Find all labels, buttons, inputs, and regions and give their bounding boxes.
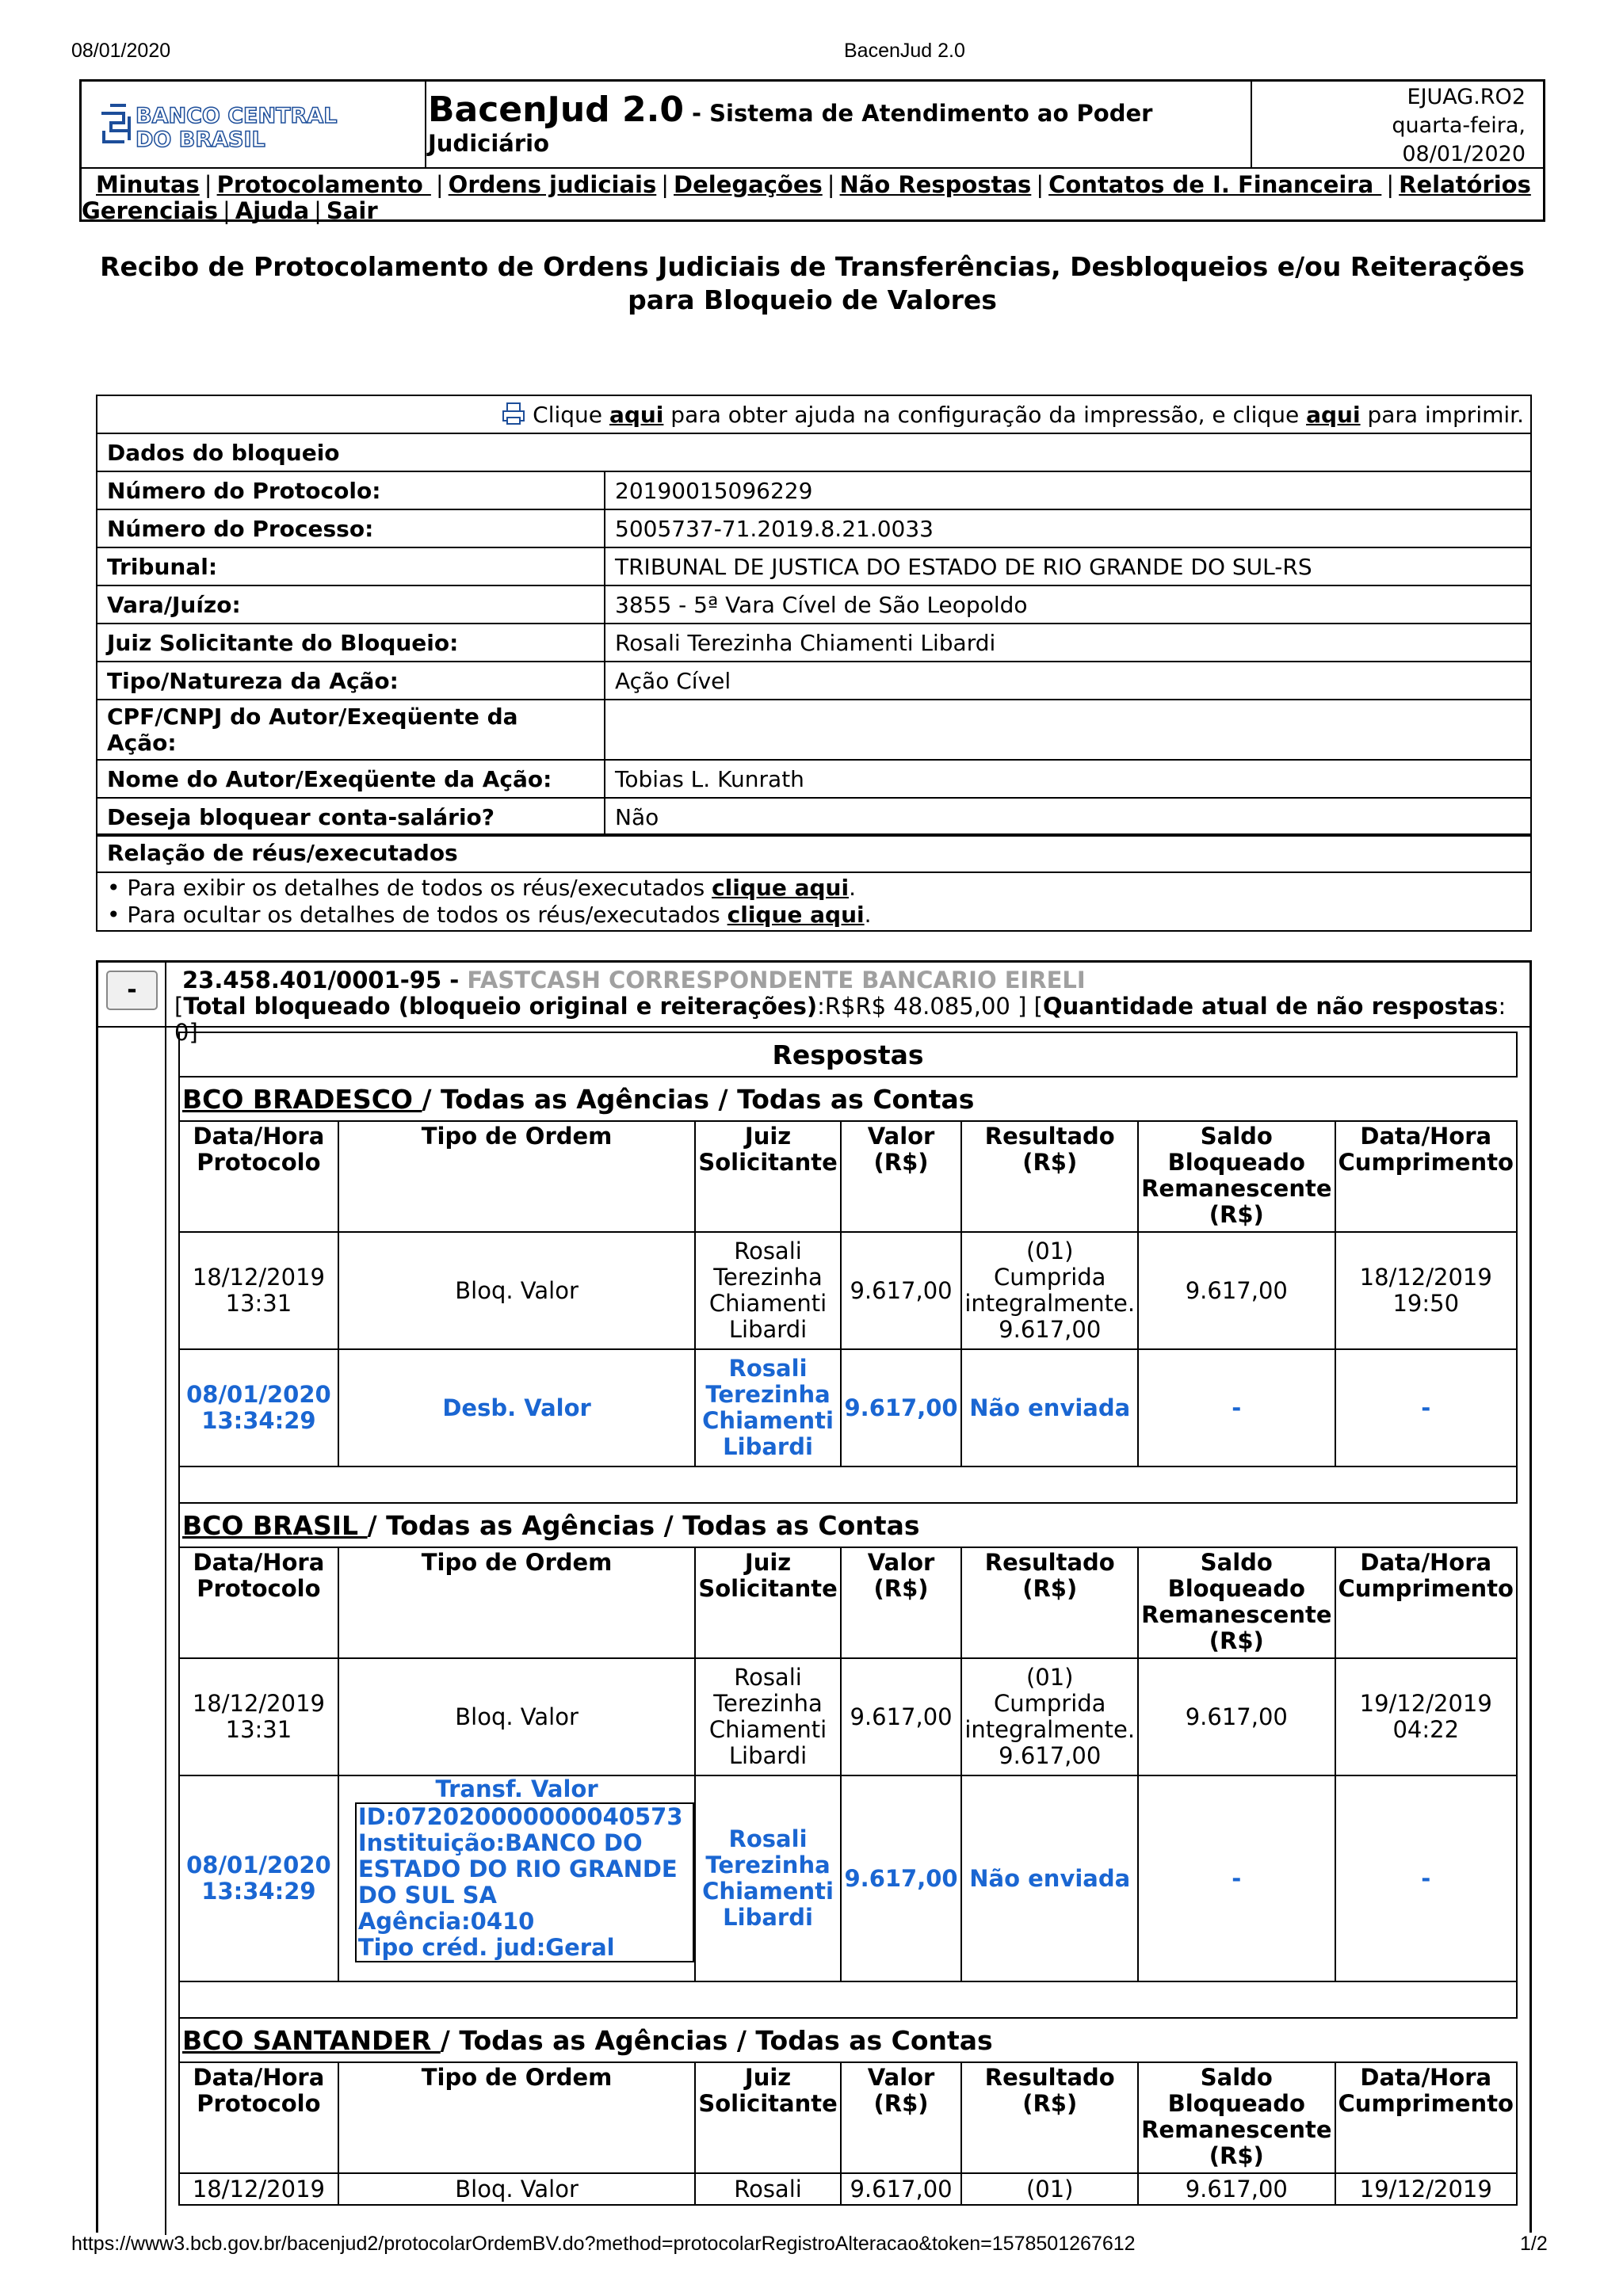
done-time: 19:50 [1392,1290,1460,1317]
table-row [97,798,1531,836]
block-section-title: Dados do bloqueio [97,433,1531,471]
app-subtitle-2: Judiciário [428,130,550,157]
col-header: Data/Hora Cumprimento [1335,1547,1518,1658]
balance: - [1138,1349,1335,1466]
defendant-name: FASTCASH CORRESPONDENTE BANCARIO EIRELI [467,967,1086,994]
judge: Rosali Terezinha Chiamenti Libardi [695,1349,840,1466]
field-value: 20190015096229 [605,471,1531,509]
table-row [179,1775,1517,1981]
col-header: Data/Hora Protocolo [179,1547,338,1658]
field-value: Não [605,798,1531,836]
protocol-date: 18/12/2019 [179,2173,338,2205]
table-row [179,1232,1517,1349]
table-row [97,624,1531,662]
col-header: Resultado (R$) [961,2062,1138,2173]
col-header: Data/Hora Cumprimento [1335,2062,1518,2173]
help-text-3: para imprimir. [1360,401,1524,428]
page-number: 1/2 [1520,2233,1548,2255]
order-value: 9.617,00 [841,1658,962,1775]
spacer [179,1981,1517,2018]
show-details-link[interactable]: clique aqui [712,875,850,901]
page-title [79,250,1545,317]
app-header [79,79,1545,222]
field-value: Ação Cível [605,662,1531,700]
bank-header [179,1077,1517,1121]
result: (01) Cumprida integralmente. 9.617,00 [961,1232,1138,1349]
field-label: Número do Processo: [97,509,605,547]
col-header: Saldo Bloqueado Remanescente (R$) [1138,1547,1335,1658]
field-label: Nome do Autor/Exeqüente da Ação: [97,760,605,798]
done-date: - [1335,1349,1518,1466]
field-value [605,700,1531,760]
weekday: quarta-feira, [1392,113,1526,138]
order-value: 9.617,00 [841,1775,962,1981]
result: Não enviada [961,1349,1138,1466]
col-header: Data/Hora Protocolo [179,2062,338,2173]
order-value: 9.617,00 [841,1232,962,1349]
bank-header [179,1503,1517,1547]
field-value: Rosali Terezinha Chiamenti Libardi [605,624,1531,662]
nav-protocolamento[interactable]: Protocolamento [216,171,431,198]
judge: Rosali [695,2173,840,2205]
page-title-line2: para Bloqueio de Valores [628,284,997,315]
col-header: Tipo de Ordem [338,1547,696,1658]
field-label: Tribunal: [97,547,605,585]
transfer-details: ID:072020000000040573 Instituição:BANCO DO ESTADO DO RIO GRANDE DO SUL SA Agência:0410 Tipo créd. jud:Geral [355,1802,695,1962]
nav-relatorios[interactable]: Relatórios [1399,171,1531,198]
defendant-header: 23.458.401/0001-95 - FASTCASH CORRESPONDENTE BANCARIO EIRELI [Total bloqueado (bloqueio original e reiterações):R$R$ 48.085,00 ] [Quantidade atual de não respostas: 0] [174,967,1507,1046]
order-type: Desb. Valor [338,1349,696,1466]
done-date: - [1335,1775,1518,1981]
bank-header [179,2018,1517,2062]
col-header: Saldo Bloqueado Remanescente (R$) [1138,2062,1335,2173]
done-date: 18/12/2019 [1359,1264,1492,1291]
nav-delegacoes[interactable]: Delegações [674,171,823,198]
responses-table [178,1032,1518,2206]
logo-line1: BANCO CENTRAL [136,104,338,128]
done-time: 04:22 [1392,1716,1460,1743]
order-type: Bloq. Valor [338,1232,696,1349]
user-id: EJUAG.RO2 [1407,85,1526,109]
print-url: https://www3.bcb.gov.br/bacenjud2/protocolarOrdemBV.do?method=protocolarRegistroAlteracao&token=1578501267612 [71,2233,1136,2255]
bank-scope: / Todas as Agências / Todas as Contas [367,1509,920,1541]
bank-link-bradesco[interactable]: BCO BRADESCO [182,1083,422,1115]
table-row [97,662,1531,700]
pending-label: Quantidade atual de não respostas [1042,993,1499,1020]
col-header: Valor (R$) [841,2062,962,2173]
result: (01) Cumprida integralmente. 9.617,00 [961,1658,1138,1775]
print-help-row [97,395,1531,433]
nav-gerenciais[interactable]: Gerenciais [82,197,218,224]
protocol-time: 13:31 [225,1716,292,1743]
nav-ajuda[interactable]: Ajuda [235,197,310,224]
defendant-cnpj: 23.458.401/0001-95 - [182,967,468,994]
judge: Rosali Terezinha Chiamenti Libardi [695,1775,840,1981]
balance: 9.617,00 [1138,2173,1335,2205]
protocol-date: 08/01/2020 [186,1852,331,1878]
col-header: Juiz Solicitante [695,2062,840,2173]
protocol-date: 18/12/2019 [192,1264,325,1291]
total-value: :R$R$ 48.085,00 ] [ [817,993,1043,1020]
defendants-box [96,833,1532,932]
print-link[interactable]: aqui [1306,401,1361,428]
main-nav: Minutas | Protocolamento | Ordens judiciais | Delegações | Não Respostas | Contatos de I. Financeira | Relatórios Gerenciais | Ajuda | Sair [82,171,1531,224]
protocol-date: 18/12/2019 [192,1690,325,1717]
col-header: Tipo de Ordem [338,2062,696,2173]
nav-nao-respostas[interactable]: Não Respostas [839,171,1032,198]
app-title-block [426,82,1251,169]
order-value: 9.617,00 [841,2173,962,2205]
print-title: BacenJud 2.0 [844,40,965,62]
session-info [1251,82,1543,169]
hide-details-link[interactable]: clique aqui [727,902,865,928]
protocol-time: 13:31 [225,1290,292,1317]
col-header: Data/Hora Protocolo [179,1121,338,1232]
help-link[interactable]: aqui [609,401,664,428]
field-value: 5005737-71.2019.8.21.0033 [605,509,1531,547]
help-text-2: para obter ajuda na configuração da impressão, e clique [663,401,1307,428]
current-date: 08/01/2020 [1402,142,1526,166]
print-date: 08/01/2020 [71,40,171,62]
protocol-time: 13:34:29 [201,1878,316,1905]
field-label: Número do Protocolo: [97,471,605,509]
table-row [179,2173,1517,2205]
responses-title: Respostas [179,1032,1517,1077]
result: Não enviada [961,1775,1138,1981]
spacer [179,1466,1517,1503]
field-label: CPF/CNPJ do Autor/Exeqüente da Ação: [97,700,605,760]
table-row [97,509,1531,547]
app-subtitle: - Sistema de Atendimento ao Poder [683,100,1153,127]
collapse-button[interactable]: - [106,971,158,1010]
order-type: Bloq. Valor [338,1658,696,1775]
col-header: Juiz Solicitante [695,1547,840,1658]
pending-value: : 0] [174,993,1507,1046]
field-value: 3855 - 5ª Vara Cível de São Leopoldo [605,585,1531,624]
nav-contatos[interactable]: Contatos de I. Financeira [1048,171,1382,198]
table-row [97,760,1531,798]
bank-scope: / Todas as Agências / Todas as Contas [440,2024,993,2056]
order-value: 9.617,00 [841,1349,962,1466]
period: . [849,875,856,901]
bcb-logo-icon [82,82,426,167]
show-details-text: • Para exibir os detalhes de todos os réus/executados [107,875,712,901]
judge: Rosali Terezinha Chiamenti Libardi [695,1658,840,1775]
field-value: Tobias L. Kunrath [605,760,1531,798]
col-header: Valor (R$) [841,1547,962,1658]
protocol-date: 08/01/2020 [186,1381,331,1408]
order-type: Bloq. Valor [338,2173,696,2205]
bank-scope: / Todas as Agências / Todas as Contas [422,1083,975,1115]
col-header: Resultado (R$) [961,1121,1138,1232]
table-row [97,700,1531,760]
bank-link-santander[interactable]: BCO SANTANDER [182,2024,441,2056]
col-header: Saldo Bloqueado Remanescente (R$) [1138,1121,1335,1232]
done-date: 19/12/2019 [1335,2173,1518,2205]
judge: Rosali Terezinha Chiamenti Libardi [695,1232,840,1349]
page-title-line1: Recibo de Protocolamento de Ordens Judiciais de Transferências, Desbloqueios e/ou Reiterações [100,251,1525,282]
table-row [97,585,1531,624]
period: . [864,902,872,928]
done-date: 19/12/2019 [1359,1690,1492,1717]
field-label: Juiz Solicitante do Bloqueio: [97,624,605,662]
col-header: Resultado (R$) [961,1547,1138,1658]
balance: 9.617,00 [1138,1658,1335,1775]
logo-line2: DO BRASIL [136,128,265,152]
printer-icon[interactable] [502,402,525,425]
nav-minutas[interactable]: Minutas [96,171,200,198]
block-data-table [96,395,1532,837]
order-type: Transf. Valor [435,1775,598,1802]
bank-link-brasil[interactable]: BCO BRASIL [182,1509,368,1541]
table-row [179,1658,1517,1775]
field-label: Tipo/Natureza da Ação: [97,662,605,700]
help-text-1: Clique [533,401,609,428]
table-row [97,547,1531,585]
field-value: TRIBUNAL DE JUSTICA DO ESTADO DE RIO GRANDE DO SUL-RS [605,547,1531,585]
bcb-logo[interactable] [82,82,426,169]
balance: 9.617,00 [1138,1232,1335,1349]
hide-details-text: • Para ocultar os detalhes de todos os réus/executados [107,902,727,928]
defendants-title: Relação de réus/executados [97,835,1530,873]
nav-sair[interactable]: Sair [326,197,378,224]
table-row [97,471,1531,509]
total-label: Total bloqueado (bloqueio original e reiterações) [183,993,818,1020]
col-header: Data/Hora Cumprimento [1335,1121,1518,1232]
col-header: Valor (R$) [841,1121,962,1232]
protocol-time: 13:34:29 [201,1407,316,1434]
divider [165,963,166,2235]
table-row [179,1349,1517,1466]
result: (01) [961,2173,1138,2205]
field-label: Vara/Juízo: [97,585,605,624]
col-header: Juiz Solicitante [695,1121,840,1232]
app-title: BacenJud 2.0 [428,90,684,130]
field-label: Deseja bloquear conta-salário? [97,798,605,836]
nav-ordens-judiciais[interactable]: Ordens judiciais [448,171,657,198]
col-header: Tipo de Ordem [338,1121,696,1232]
balance: - [1138,1775,1335,1981]
order-type-transfer [338,1775,696,1981]
